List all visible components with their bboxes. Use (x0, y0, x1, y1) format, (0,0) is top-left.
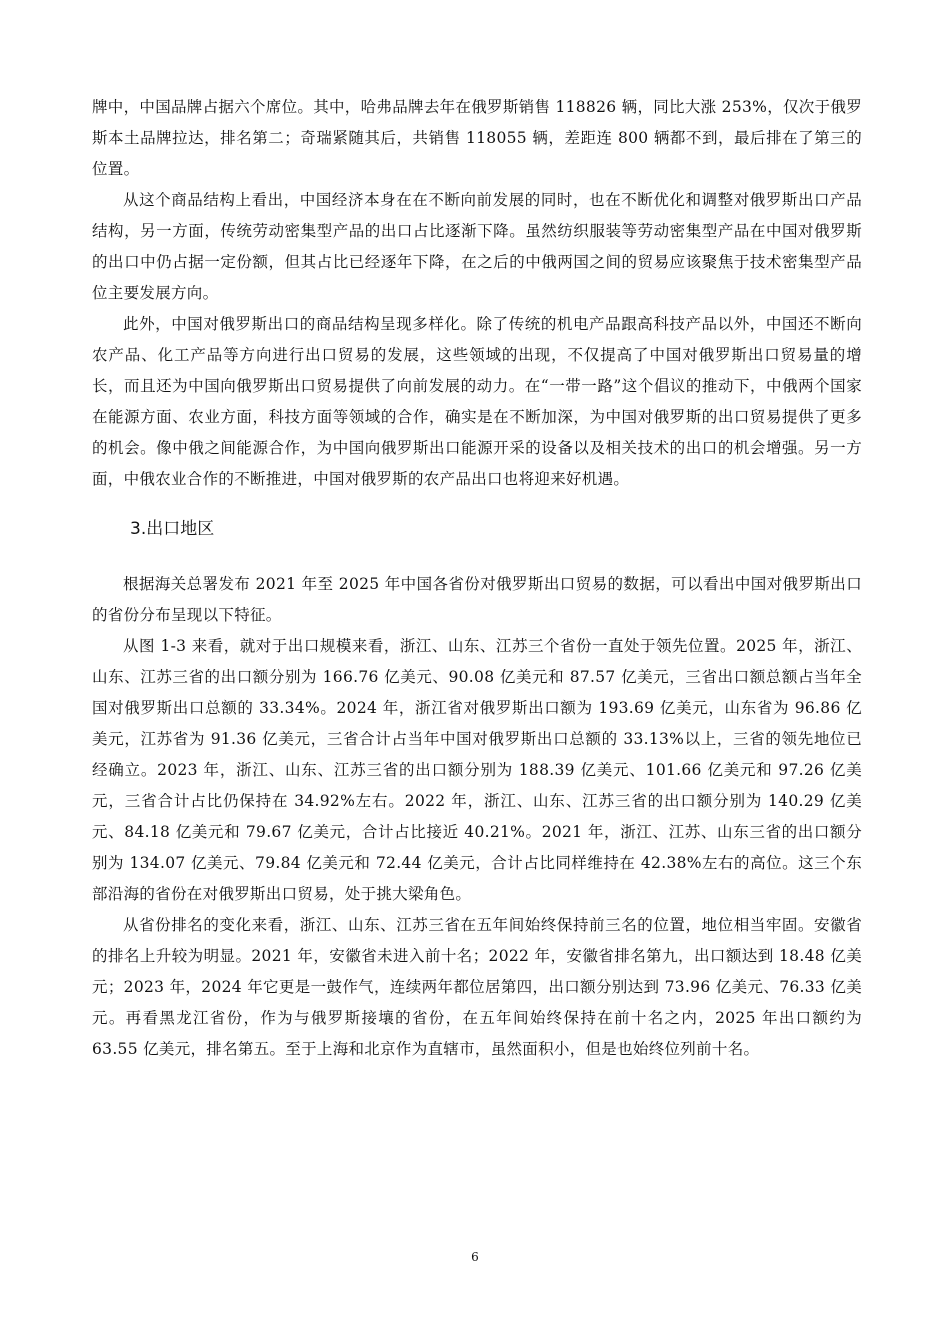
body-paragraph: 从这个商品结构上看出，中国经济本身在在不断向前发展的同时，也在不断优化和调整对俄罗斯出口产品结构，另一方面，传统劳动密集型产品的出口占比逐渐下降。虽然纺织服装等劳动密集型产品在中国对俄罗斯的出口中仍占据一定份额，但其占比已经逐年下降，在之后的中俄两国之间的贸易应该聚焦于技术密集型产品位主要发展方向。 (92, 191, 862, 302)
page-content (92, 92, 862, 1065)
body-paragraph: 此外，中国对俄罗斯出口的商品结构呈现多样化。除了传统的机电产品跟高科技产品以外，中国还不断向农产品、化工产品等方向进行出口贸易的发展，这些领域的出现，不仅提高了中国对俄罗斯出口贸易量的增长，而且还为中国向俄罗斯出口贸易提供了向前发展的动力。在“一带一路”这个倡议的推动下，中俄两个国家在能源方面、农业方面，科技方面等领域的合作，确实是在不断加深，为中国对俄罗斯的出口贸易提供了更多的机会。像中俄之间能源合作，为中国向俄罗斯出口能源开采的设备以及相关技术的出口的机会增强。另一方面，中俄农业合作的不断推进，中国对俄罗斯的农产品出口也将迎来好机遇。 (92, 315, 862, 488)
body-paragraph: 从省份排名的变化来看，浙江、山东、江苏三省在五年间始终保持前三名的位置，地位相当牢固。安徽省的排名上升较为明显。2021 年，安徽省未进入前十名；2022 年，安徽省排名第九，出口额达到 18.48 亿美元；2023 年，2024 年它更是一鼓作气，连续两年都位居第四，出口额分别达到 73.96 亿美元、76.33 亿美元。再看黑龙江省份，作为与俄罗斯接壤的省份，在五年间始终保持在前十名之内，2025 年出口额约为 63.55 亿美元，排名第五。至于上海和北京作为直辖市，虽然面积小，但是也始终位列前十名。 (92, 916, 862, 1058)
section-heading: 3.出口地区 (130, 519, 215, 539)
body-paragraph: 根据海关总署发布 2021 年至 2025 年中国各省份对俄罗斯出口贸易的数据，可以看出中国对俄罗斯出口的省份分布呈现以下特征。 (92, 575, 862, 624)
page-number: 6 (471, 1250, 479, 1264)
body-paragraph: 从图 1-3 来看，就对于出口规模来看，浙江、山东、江苏三个省份一直处于领先位置。2025 年，浙江、山东、江苏三省的出口额分别为 166.76 亿美元、90.08 亿美元和 87.57 亿美元，三省出口额总额占当年全国对俄罗斯出口总额的 33.34%。2024 年，浙江省对俄罗斯出口额为 193.69 亿美元，山东省为 96.86 亿美元，江苏省为 91.36 亿美元，三省合计占当年中国对俄罗斯出口总额的 33.13%以上，三省的领先地位已经确立。2023 年，浙江、山东、江苏三省的出口额分别为 188.39 亿美元、101.66 亿美元和 97.26 亿美元，三省合计占比仍保持在 34.92%左右。2022 年，浙江、山东、江苏三省的出口额分别为 140.29 亿美元、84.18 亿美元和 79.67 亿美元，合计占比接近 40.21%。2021 年，浙江、江苏、山东三省的出口额分别为 134.07 亿美元、79.84 亿美元和 72.44 亿美元，合计占比同样维持在 42.38%左右的高位。这三个东部沿海的省份在对俄罗斯出口贸易，处于挑大梁角色。 (92, 637, 862, 903)
body-paragraph: 牌中，中国品牌占据六个席位。其中，哈弗品牌去年在俄罗斯销售 118826 辆，同比大涨 253%，仅次于俄罗斯本土品牌拉达，排名第二；奇瑞紧随其后，共销售 118055 辆，差距连 800 辆都不到，最后排在了第三的位置。 (92, 98, 862, 178)
